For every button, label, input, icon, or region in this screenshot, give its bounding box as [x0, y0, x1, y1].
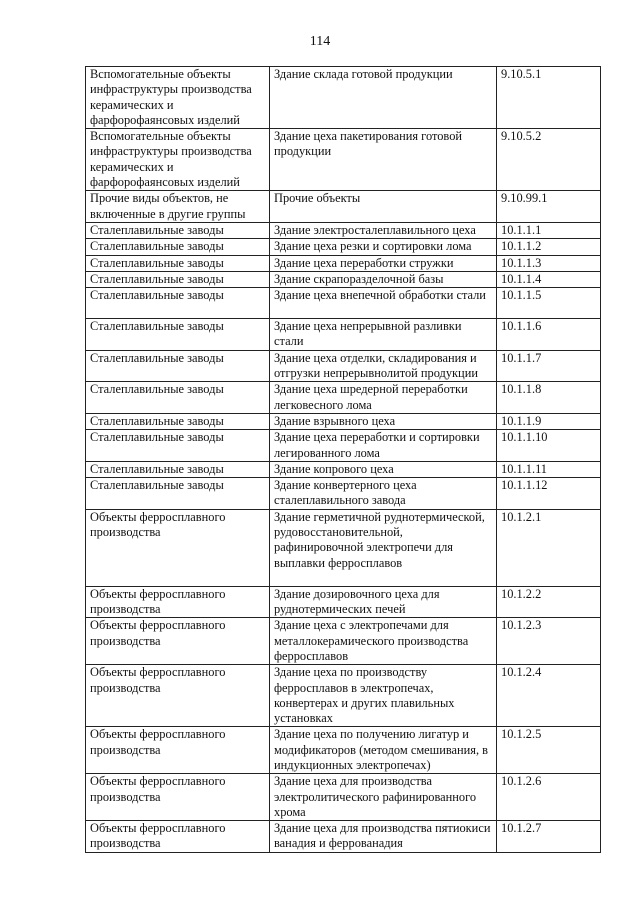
object-type-cell: Объекты ферросплавного производства: [86, 618, 270, 665]
object-code-cell: 10.1.1.10: [497, 430, 601, 462]
object-code-cell: 10.1.2.3: [497, 618, 601, 665]
object-name-cell: Здание копрового цеха: [270, 461, 497, 477]
object-code-cell: 9.10.99.1: [497, 191, 601, 223]
object-type-cell: Прочие виды объектов, не включенные в другие группы: [86, 191, 270, 223]
object-code-cell: 10.1.1.11: [497, 461, 601, 477]
object-type-cell: Вспомогательные объекты инфраструктуры производства керамических и фарфорофаянсовых изделий: [86, 67, 270, 129]
object-code-cell: 10.1.2.7: [497, 821, 601, 853]
object-name-cell: Здание цеха непрерывной разливки стали: [270, 319, 497, 351]
page-number: 114: [309, 34, 331, 49]
object-type-cell: Объекты ферросплавного производства: [86, 774, 270, 821]
object-name-cell: Здание цеха резки и сортировки лома: [270, 239, 497, 255]
table-row: [86, 255, 601, 271]
classification-table: [85, 66, 601, 853]
table-row: [86, 461, 601, 477]
object-type-cell: Сталеплавильные заводы: [86, 413, 270, 429]
object-code-cell: 10.1.1.5: [497, 288, 601, 319]
object-name-cell: Здание скрапоразделочной базы: [270, 271, 497, 287]
table-row: [86, 67, 601, 129]
object-type-cell: Сталеплавильные заводы: [86, 239, 270, 255]
object-type-cell: Сталеплавильные заводы: [86, 430, 270, 462]
table-row: [86, 271, 601, 287]
object-code-cell: 10.1.2.1: [497, 509, 601, 586]
table-row: [86, 350, 601, 382]
object-type-cell: Объекты ферросплавного производства: [86, 509, 270, 586]
object-name-cell: Здание цеха по получению лигатур и модификаторов (методом смешивания, в индукционных электропечах): [270, 727, 497, 774]
object-name-cell: Здание конвертерного цеха сталеплавильного завода: [270, 478, 497, 510]
object-type-cell: Сталеплавильные заводы: [86, 382, 270, 414]
table-row: [86, 509, 601, 586]
table-row: [86, 618, 601, 665]
object-name-cell: Здание электросталеплавильного цеха: [270, 222, 497, 238]
object-type-cell: Объекты ферросплавного производства: [86, 821, 270, 853]
table-row: [86, 222, 601, 238]
object-name-cell: Прочие объекты: [270, 191, 497, 223]
object-type-cell: Вспомогательные объекты инфраструктуры производства керамических и фарфорофаянсовых изделий: [86, 129, 270, 191]
object-type-cell: Сталеплавильные заводы: [86, 461, 270, 477]
object-name-cell: Здание герметичной руднотермической, рудовосстановительной, рафинировочной электропечи для выплавки ферросплавов: [270, 509, 497, 586]
object-name-cell: Здание цеха для производства электролитического рафинированного хрома: [270, 774, 497, 821]
object-name-cell: Здание цеха шредерной переработки легковесного лома: [270, 382, 497, 414]
object-code-cell: 10.1.1.4: [497, 271, 601, 287]
table-row: [86, 129, 601, 191]
object-code-cell: 10.1.2.4: [497, 665, 601, 727]
table-body: [86, 67, 601, 853]
table-row: [86, 478, 601, 510]
object-code-cell: 10.1.1.12: [497, 478, 601, 510]
object-name-cell: Здание цеха с электропечами для металлокерамического производства ферросплавов: [270, 618, 497, 665]
table-row: [86, 774, 601, 821]
object-type-cell: Объекты ферросплавного производства: [86, 586, 270, 618]
object-code-cell: 10.1.2.5: [497, 727, 601, 774]
table-row: [86, 821, 601, 853]
object-type-cell: Сталеплавильные заводы: [86, 478, 270, 510]
object-code-cell: 9.10.5.2: [497, 129, 601, 191]
object-name-cell: Здание цеха отделки, складирования и отгрузки непрерывнолитой продукции: [270, 350, 497, 382]
object-name-cell: Здание склада готовой продукции: [270, 67, 497, 129]
table-row: [86, 382, 601, 414]
table-row: [86, 239, 601, 255]
object-type-cell: Объекты ферросплавного производства: [86, 727, 270, 774]
object-name-cell: Здание цеха переработки стружки: [270, 255, 497, 271]
table-row: [86, 191, 601, 223]
table-row: [86, 288, 601, 319]
object-name-cell: Здание цеха по производству ферросплавов в электропечах, конвертерах и других плавильных установках: [270, 665, 497, 727]
table-row: [86, 665, 601, 727]
table-row: [86, 430, 601, 462]
object-code-cell: 10.1.1.3: [497, 255, 601, 271]
table-row: [86, 727, 601, 774]
object-type-cell: Сталеплавильные заводы: [86, 271, 270, 287]
object-name-cell: Здание цеха внепечной обработки стали: [270, 288, 497, 319]
table-row: [86, 586, 601, 618]
object-code-cell: 10.1.1.1: [497, 222, 601, 238]
object-code-cell: 10.1.2.2: [497, 586, 601, 618]
table-row: [86, 319, 601, 351]
object-type-cell: Сталеплавильные заводы: [86, 255, 270, 271]
object-name-cell: Здание цеха для производства пятиокиси ванадия и феррованадия: [270, 821, 497, 853]
object-code-cell: 10.1.1.2: [497, 239, 601, 255]
object-type-cell: Сталеплавильные заводы: [86, 288, 270, 319]
object-code-cell: 10.1.1.9: [497, 413, 601, 429]
table-row: [86, 413, 601, 429]
object-code-cell: 10.1.1.7: [497, 350, 601, 382]
object-name-cell: Здание дозировочного цеха для руднотермических печей: [270, 586, 497, 618]
object-code-cell: 10.1.1.6: [497, 319, 601, 351]
object-type-cell: Объекты ферросплавного производства: [86, 665, 270, 727]
object-code-cell: 9.10.5.1: [497, 67, 601, 129]
object-name-cell: Здание цеха переработки и сортировки легированного лома: [270, 430, 497, 462]
object-type-cell: Сталеплавильные заводы: [86, 222, 270, 238]
object-code-cell: 10.1.1.8: [497, 382, 601, 414]
object-type-cell: Сталеплавильные заводы: [86, 350, 270, 382]
object-type-cell: Сталеплавильные заводы: [86, 319, 270, 351]
object-code-cell: 10.1.2.6: [497, 774, 601, 821]
object-name-cell: Здание взрывного цеха: [270, 413, 497, 429]
object-name-cell: Здание цеха пакетирования готовой продукции: [270, 129, 497, 191]
